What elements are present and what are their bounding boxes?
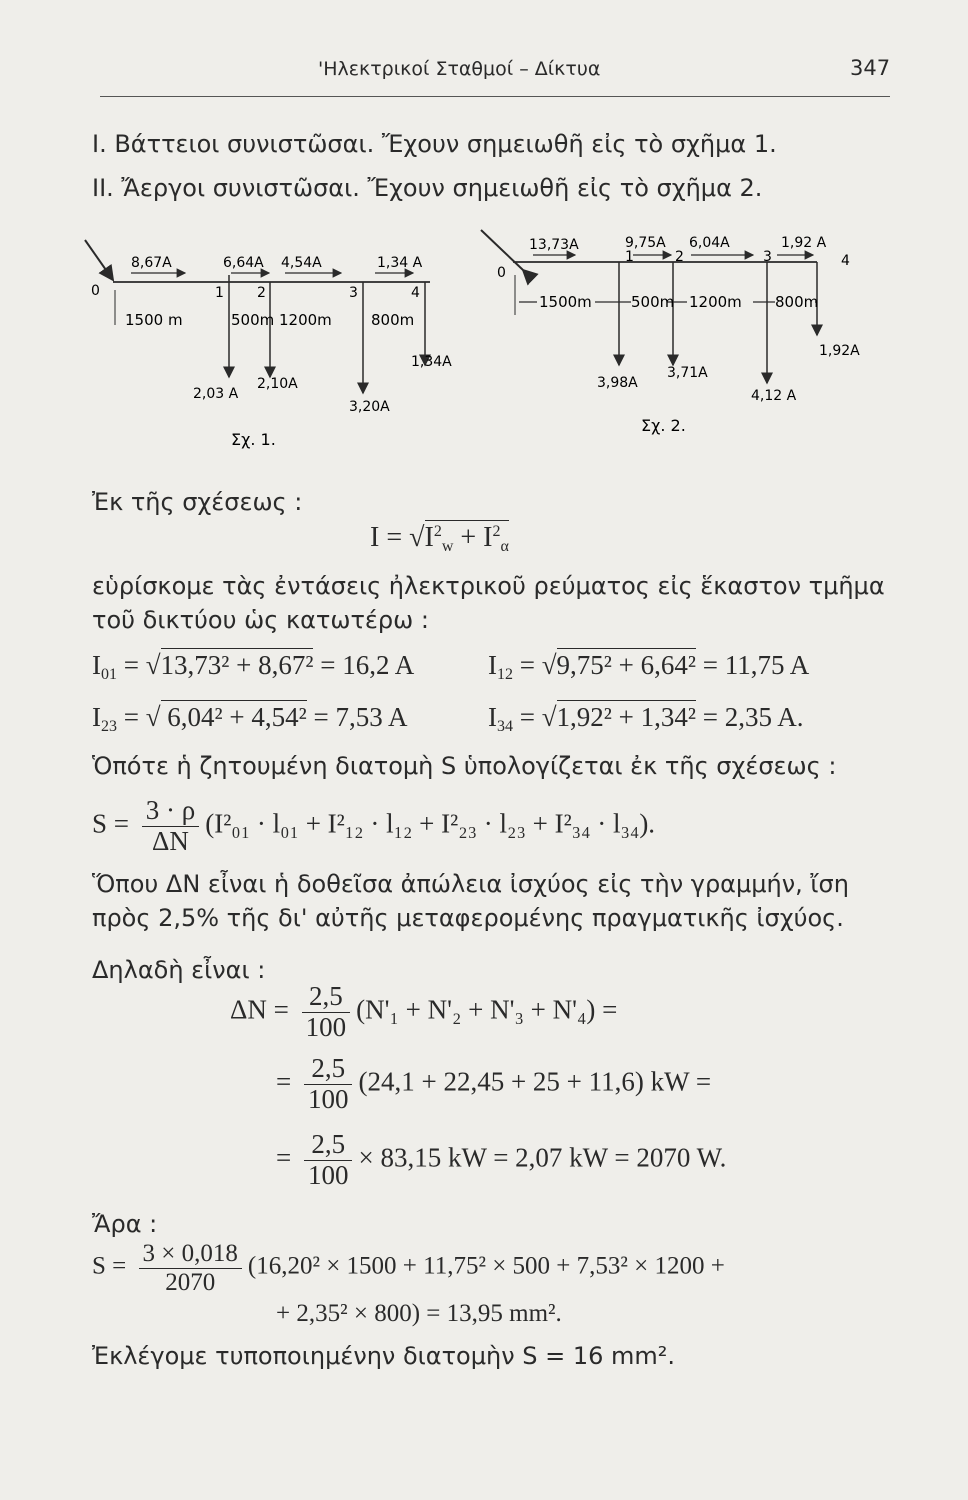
fig2-current-01: 13,73A bbox=[529, 237, 579, 253]
fig1-load-4: 1,34A bbox=[411, 354, 452, 370]
fraction-2-5-100: $\frac{2,5}{100}$ bbox=[302, 982, 351, 1042]
page-number: 347 bbox=[850, 56, 891, 80]
formula-dN-3: = $\frac{2,5}{100}$ × 83,15 kW = 2,07 kW = 2070 W. bbox=[276, 1129, 727, 1190]
text-dilad: Δηλαδὴ εἶναι : bbox=[92, 956, 266, 984]
fig1-node-1: 1 bbox=[215, 285, 224, 301]
formula-I34: $I_{34} = √1,92^2 + 1,34^2 = 2,35$ A. bbox=[488, 702, 804, 735]
fig1-caption: Σχ. 1. bbox=[231, 430, 276, 449]
fraction-2-5-100: $\frac{2,5}{100}$ bbox=[304, 1054, 353, 1114]
fraction-2-5-100: $\frac{2,5}{100}$ bbox=[304, 1130, 353, 1190]
formula-dN-1: ΔN = $\frac{2,5}{100}$ (N'₁ + N'₂ + N'₃ + N'₄) = bbox=[230, 981, 618, 1042]
fig1-current-12: 6,64A bbox=[223, 255, 264, 271]
fig1-node-4: 4 bbox=[411, 285, 420, 301]
fig2-caption: Σχ. 2. bbox=[641, 416, 686, 435]
fraction-3rho-dN: $\frac{3 \cdot \rho}{\Delta N}$ bbox=[142, 796, 199, 856]
fig1-node-3: 3 bbox=[349, 285, 358, 301]
fig1-load-1: 2,03 A bbox=[193, 386, 239, 402]
formula-S-numeric-cont: + 2,35² × 800) = 13,95 mm². bbox=[276, 1300, 562, 1327]
fig2-current-12: 9,75A bbox=[625, 235, 666, 251]
formula-I01: $I_{01} = √13,73^2 + 8,67^2 = 16,2$ A bbox=[92, 650, 415, 683]
fig1-length-01: 1500 m bbox=[125, 311, 183, 329]
fig1-load-3: 3,20A bbox=[349, 399, 390, 415]
formula-I12: $I_{12} = √9,75^2 + 6,64^2 = 11,75$ A bbox=[488, 650, 810, 683]
fig2-load-3: 4,12 A bbox=[751, 388, 797, 404]
text-line-2: ΙΙ. Ἄεργοι συνιστῶσαι. Ἔχουν σημειωθῆ εἰς τὸ σχῆμα 2. bbox=[92, 174, 763, 202]
fig2-current-34: 1,92 A bbox=[781, 235, 827, 251]
text-euriskome-1: εὑρίσκομε τὰς ἐντάσεις ἠλεκτρικοῦ ρεύματος εἰς ἕκαστον τμῆμα bbox=[92, 572, 885, 600]
text-opou-2: πρὸς 2,5% τῆς δι' αὐτῆς μεταφερομένης πραγματικῆς ἰσχύος. bbox=[92, 904, 844, 932]
fig1-node-2: 2 bbox=[257, 285, 266, 301]
formula-dN-2: = $\frac{2,5}{100}$ (24,1 + 22,45 + 25 + 11,6) kW = bbox=[276, 1053, 712, 1114]
text-opou-1: Ὅπου ΔΝ εἶναι ἡ δοθεῖσα ἀπώλεια ἰσχύος εἰς τὴν γραμμήν, ἴση bbox=[92, 870, 849, 898]
fig1-current-01: 8,67A bbox=[131, 255, 172, 271]
text-euriskome-2: τοῦ δικτύου ὡς κατωτέρω : bbox=[92, 606, 429, 634]
formula-I-total bbox=[370, 522, 509, 556]
fig2-node-0: 0 bbox=[497, 265, 506, 281]
fig1-node-0: 0 bbox=[91, 283, 100, 299]
text-line-1: Ι. Βάττειοι συνιστῶσαι. Ἔχουν σημειωθῆ εἰς τὸ σχῆμα 1. bbox=[92, 130, 777, 158]
fig1-length-34: 800m bbox=[371, 311, 415, 329]
fig2-load-4: 1,92A bbox=[819, 343, 860, 359]
fig2-length-23: 1200m bbox=[689, 293, 742, 311]
formula-I-radicand: $I^2_w + I^2_\alpha$ bbox=[424, 522, 509, 555]
formula-S-general: S = $\frac{3 \cdot \rho}{\Delta N}$ (I²₀₁ · l₀₁ + I²₁₂ · l₁₂ + I²₂₃ · l₂₃ + I²₃₄ · l₃₄). bbox=[92, 795, 656, 856]
fig1-current-23: 4,54A bbox=[281, 255, 322, 271]
text-ara: Ἄρα : bbox=[92, 1210, 158, 1238]
header-rule bbox=[100, 96, 890, 97]
fig1-load-2: 2,10A bbox=[257, 376, 298, 392]
formula-I-lhs: I = bbox=[370, 522, 410, 553]
fig2-length-01: 1500m bbox=[539, 293, 592, 311]
formula-S-numeric: S = $\frac{3 \times 0,018}{2070}$ (16,20² × 1500 + 11,75² × 500 + 7,53² × 1200 + bbox=[92, 1240, 725, 1296]
sqrt-sign: √ bbox=[409, 522, 425, 553]
fraction-3x0018-2070: $\frac{3 \times 0,018}{2070}$ bbox=[139, 1240, 242, 1296]
fig1-length-12: 500m bbox=[231, 311, 275, 329]
fig1-current-34: 1,34 A bbox=[377, 255, 423, 271]
fig2-length-12: 500m bbox=[631, 293, 675, 311]
figure-1-diagram bbox=[85, 225, 452, 460]
fig2-current-23: 6,04A bbox=[689, 235, 730, 251]
fig2-node-3: 3 bbox=[763, 249, 772, 265]
fig2-load-1: 3,98A bbox=[597, 375, 638, 391]
fig1-length-23: 1200m bbox=[279, 311, 332, 329]
running-header-title: 'Ηλεκτρικοί Σταθμοί – Δίκτυα bbox=[318, 58, 601, 80]
text-ek-tis-sxeseos: Ἐκ τῆς σχέσεως : bbox=[92, 488, 303, 516]
fig2-load-2: 3,71A bbox=[667, 365, 708, 381]
figure-2-diagram bbox=[475, 225, 875, 460]
text-opote: Ὁπότε ἡ ζητουμένη διατομὴ S ὑπολογίζεται ἐκ τῆς σχέσεως : bbox=[92, 752, 837, 780]
fig2-node-4: 4 bbox=[841, 253, 850, 269]
text-eklegome: Ἐκλέγομε τυποποιημένην διατομὴν S = 16 mm². bbox=[92, 1342, 676, 1370]
fig2-node-2: 2 bbox=[675, 249, 684, 265]
fig2-length-34: 800m bbox=[775, 293, 819, 311]
formula-I23: $I_{23}$ = √ 6,04² + 4,54² = 7,53 A bbox=[92, 702, 408, 735]
fig2-node-1: 1 bbox=[625, 249, 634, 265]
